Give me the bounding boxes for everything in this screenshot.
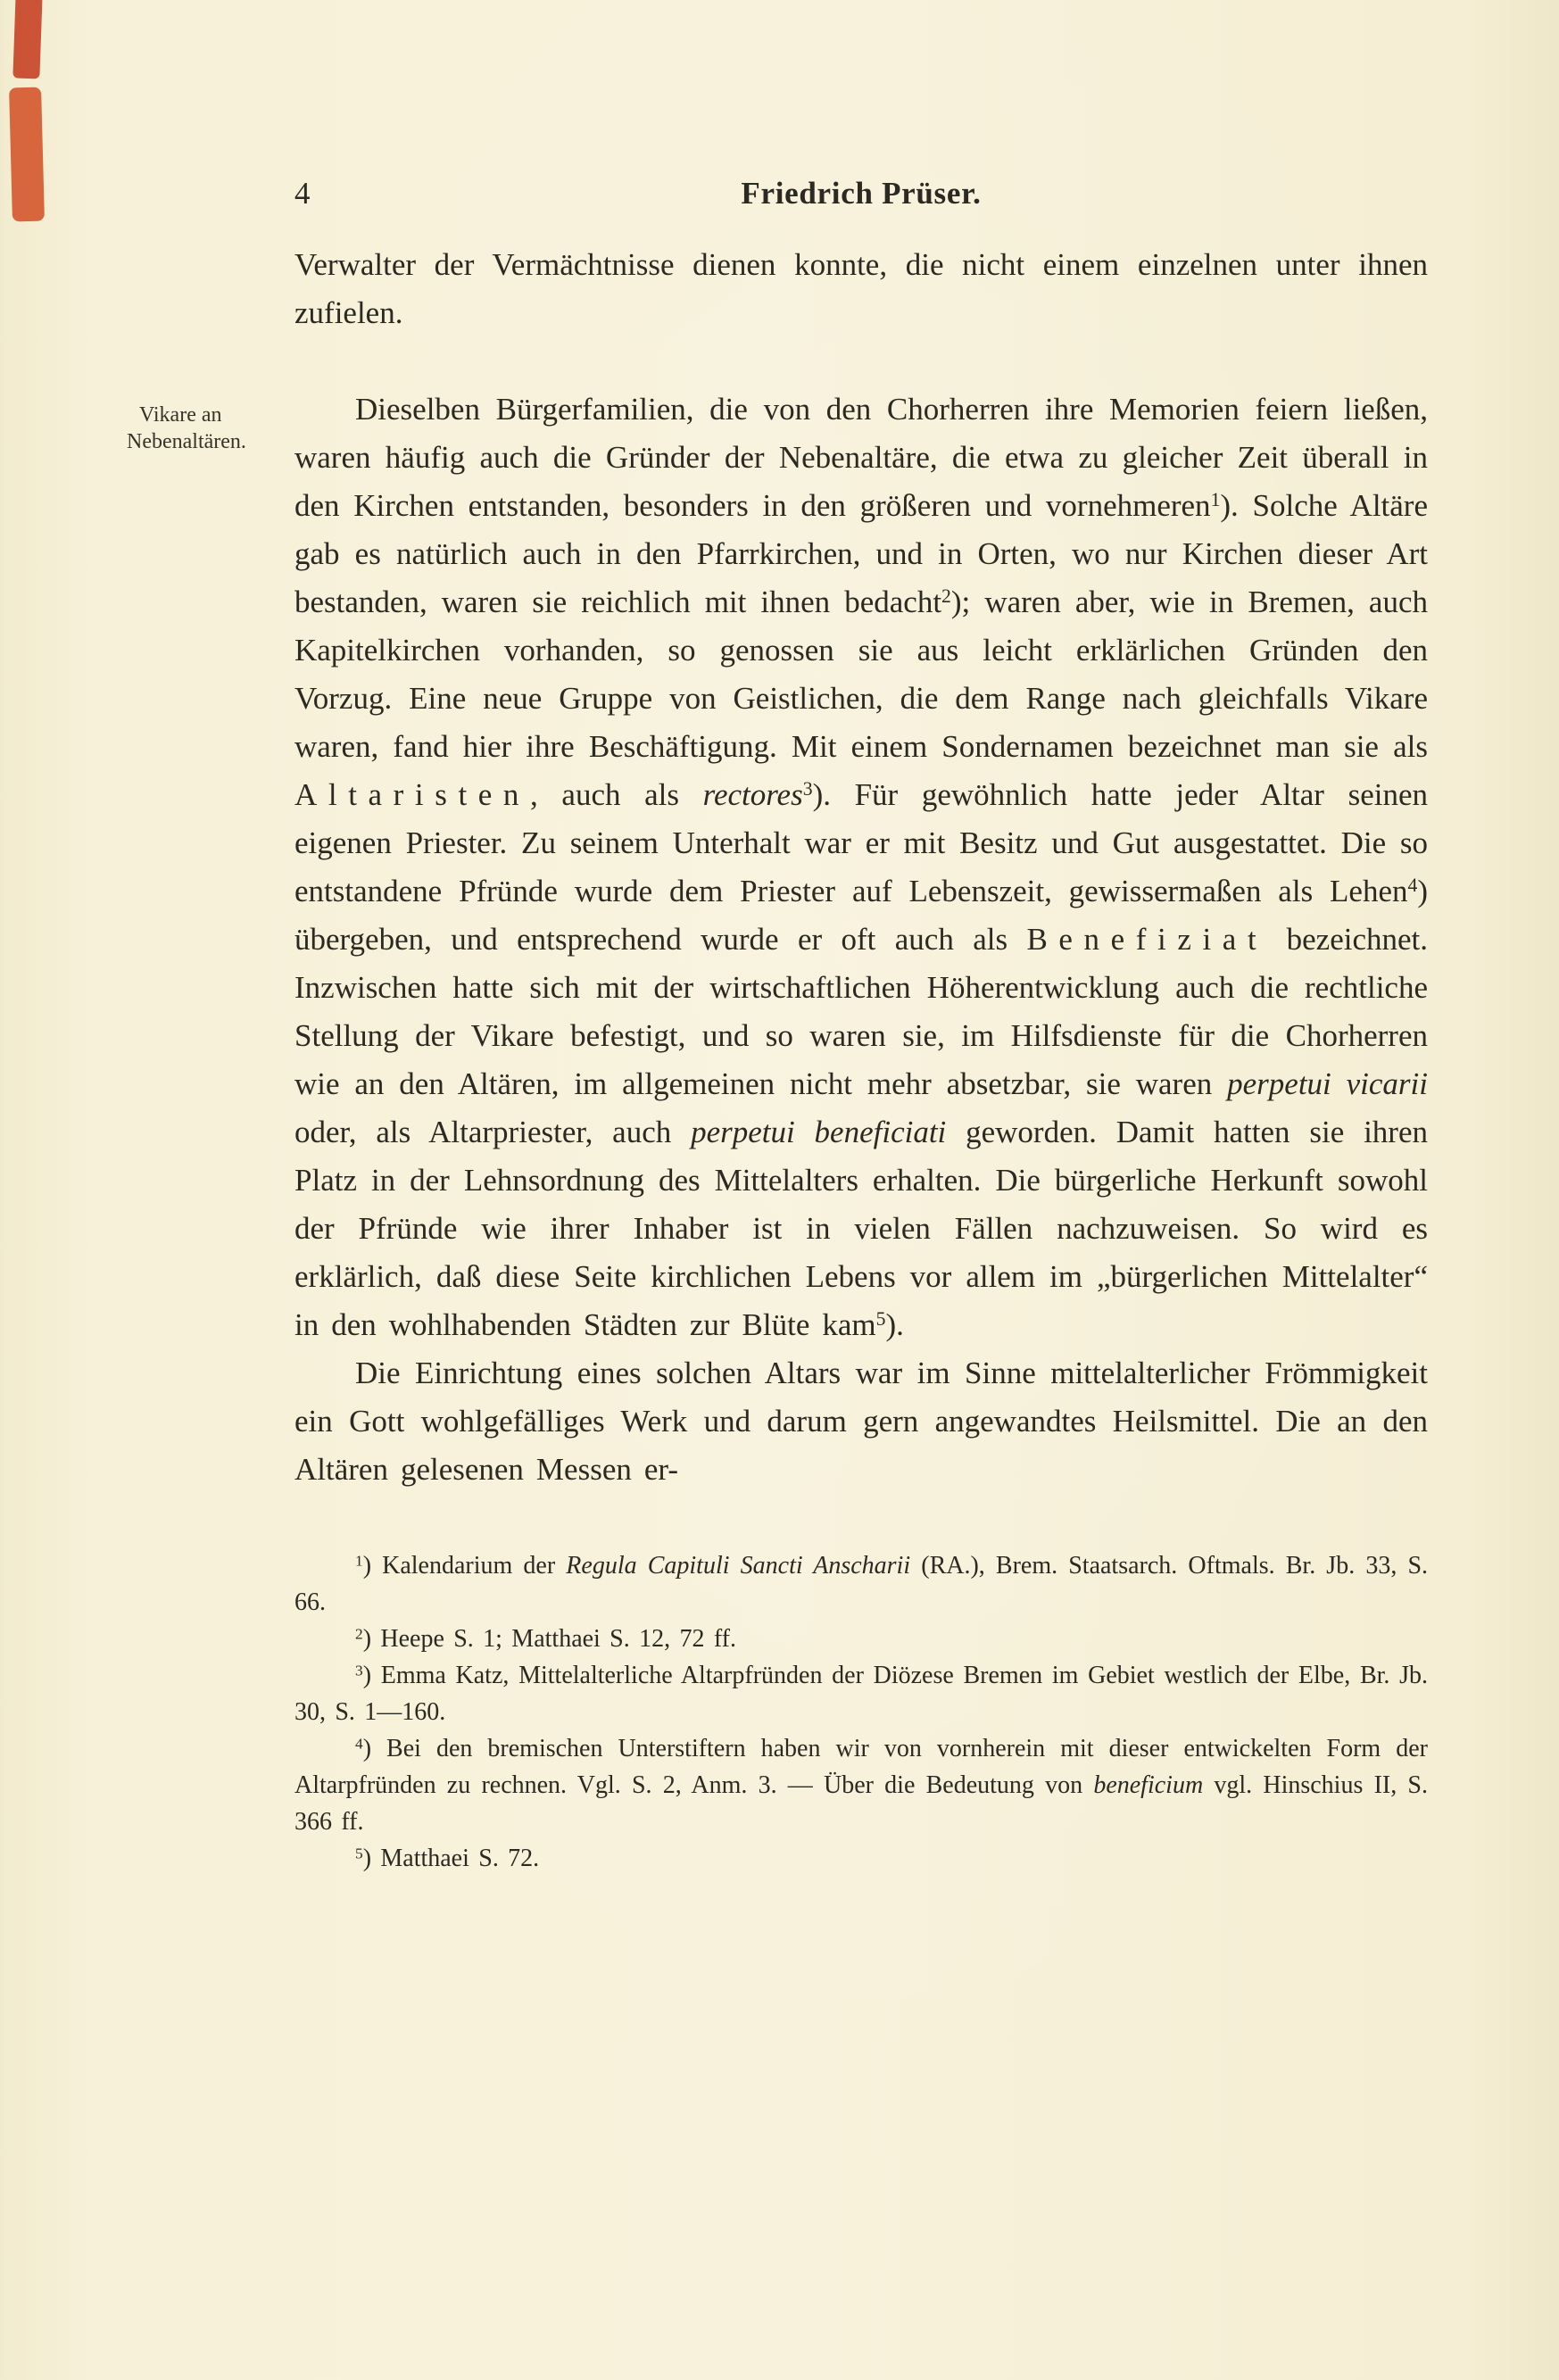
- margin-note-line-2: Nebenaltären.: [127, 430, 246, 453]
- page-header: [294, 170, 1428, 218]
- footnote-1: $^1$) Kalendarium der Regula Capituli Sancti Anscharii (RA.), Brem. Staatsarch. Oftmals. Br. Jb. 33, S. 66.: [294, 1552, 1429, 1616]
- footnote-2: $^2$) Heepe S. 1; Matthaei S. 12, 72 ff.: [355, 1625, 736, 1653]
- margin-note-line-1: Vikare an: [139, 403, 222, 427]
- footnotes-section: [294, 1547, 1428, 1877]
- footnote-5: $^5$) Matthaei S. 72.: [355, 1845, 540, 1872]
- footnote-4: $^4$) Bei den bremischen Unterstiftern haben wir von vornherein mit dieser entwickelten Form der Altarpfründen zu rechnen. Vgl. S. 2, Anm. 3. — Über die Bedeutung von beneficium vgl. Hinschius II, S. 366 ff.: [294, 1735, 1428, 1836]
- scan-artifact-red-mark-top: [12, 0, 42, 79]
- margin-note: [127, 402, 293, 455]
- body-paragraph-1: Verwalter der Vermächtnisse dienen konnte, die nicht einem einzelnen unter ihnen zufielen.: [294, 247, 1428, 330]
- scan-artifact-red-mark-bottom: [9, 87, 45, 222]
- footnote-3: $^3$) Emma Katz, Mittelalterliche Altarpfründen der Diözese Bremen im Gebiet westlich der Elbe, Br. Jb. 30, S. 1—160.: [294, 1662, 1428, 1726]
- body-paragraph-2: Dieselben Bürgerfamilien, die von den Chorherren ihre Memorien feiern ließen, waren häufig auch die Gründer der Nebenaltäre, die etwa zu gleicher Zeit überall in den Kirchen entstanden, besonders in den größeren und vornehmeren$^1$). Solche Altäre gab es natürlich auch in den Pfarrkirchen, und in Orten, wo nur Kirchen dieser Art bestanden, waren sie reichlich mit ihnen bedacht$^2$); waren aber, wie in Bremen, auch Kapitelkirchen vorhanden, so genossen sie aus leicht erklärlichen Gründen den Vorzug. Eine neue Gruppe von Geistlichen, die dem Range nach gleichfalls Vikare waren, fand hier ihre Beschäftigung. Mit einem Sondernamen bezeichnet man sie als Altaristen, auch als rectores$^3$). Für gewöhnlich hatte jeder Altar seinen eigenen Priester. Zu seinem Unterhalt war er mit Besitz und Gut ausgestattet. Die so entstandene Pfründe wurde dem Priester auf Lebenszeit, gewissermaßen als Lehen$^4$) übergeben, und entsprechend wurde er oft auch als Benefiziat bezeichnet. Inzwischen hatte sich mit der wirtschaftlichen Höherentwicklung auch die rechtliche Stellung der Vikare befestigt, und so waren sie, im Hilfsdienste für die Chorherren wie an den Altären, im allgemeinen nicht mehr absetzbar, sie waren perpetui vicarii oder, als Altarpriester, auch perpetui beneficiati geworden. Damit hatten sie ihren Platz in der Lehnsordnung des Mittelalters erhalten. Die bürgerliche Herkunft sowohl der Pfründe wie ihrer Inhaber ist in vielen Fällen nachzuweisen. So wird es erklärlich, daß diese Seite kirchlichen Lebens vor allem im „bürgerlichen Mittelalter“ in den wohlhabenden Städten zur Blüte kam$^5$).: [294, 392, 1429, 1342]
- body-text-block: [294, 241, 1428, 1494]
- body-paragraph-3: Die Einrichtung eines solchen Altars war im Sinne mittelalterlicher Frömmigkeit ein Gott wohlgefälliges Werk und darum gern angewandtes Heilsmittel. Die an den Altären gelesenen Messen er-: [294, 1356, 1428, 1487]
- running-head: Friedrich Prüser.: [741, 176, 982, 211]
- page-number: 4: [294, 176, 311, 211]
